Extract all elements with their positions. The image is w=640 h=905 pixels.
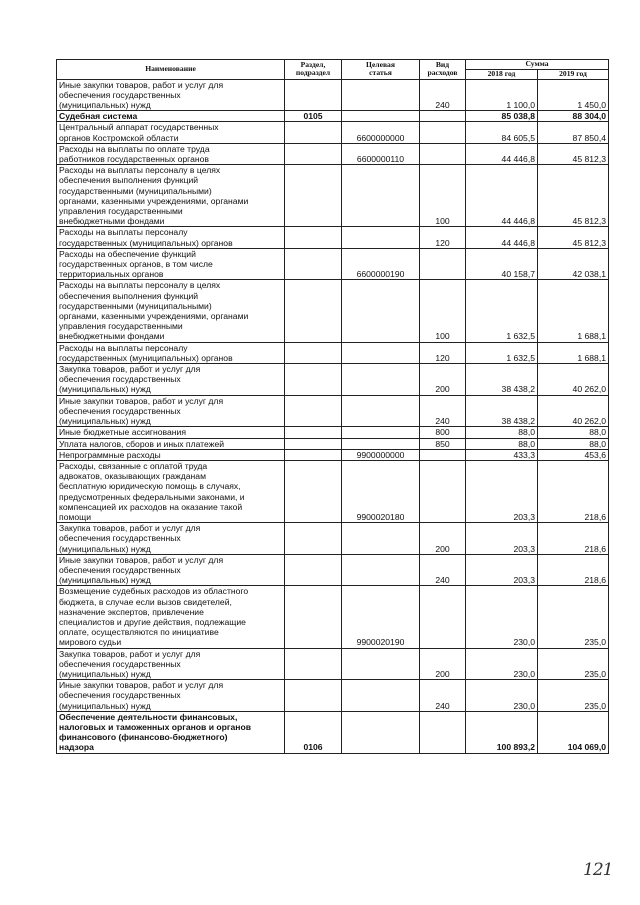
row-target — [342, 111, 420, 122]
row-name: Иные бюджетные ассигнования — [57, 427, 285, 438]
row-sum-2018: 230,0 — [466, 586, 538, 648]
row-sum-2018: 84 605,5 — [466, 122, 538, 143]
row-expense-type — [420, 143, 466, 164]
row-sum-2018: 100 893,2 — [466, 711, 538, 753]
row-sum-2019: 88 304,0 — [538, 111, 609, 122]
row-name: Иные закупки товаров, работ и услуг для обеспечения государственных (муниципальных) нужд — [57, 680, 285, 712]
table-body — [57, 79, 609, 753]
row-sum-2019: 88,0 — [538, 438, 609, 449]
row-sum-2019: 40 262,0 — [538, 364, 609, 396]
table-row — [57, 248, 609, 280]
row-sum-2018: 203,3 — [466, 460, 538, 522]
row-section: 0106 — [285, 711, 342, 753]
table-row — [57, 427, 609, 438]
row-name: Уплата налогов, сборов и иных платежей — [57, 438, 285, 449]
row-sum-2019: 87 850,4 — [538, 122, 609, 143]
row-sum-2019: 40 262,0 — [538, 395, 609, 427]
row-name: Закупка товаров, работ и услуг для обеспечения государственных (муниципальных) нужд — [57, 364, 285, 396]
row-sum-2018: 230,0 — [466, 680, 538, 712]
row-name: Расходы на выплаты персоналу государственных (муниципальных) органов — [57, 342, 285, 363]
table-row — [57, 460, 609, 522]
row-target — [342, 711, 420, 753]
row-section — [285, 364, 342, 396]
row-sum-2019: 235,0 — [538, 680, 609, 712]
table-row — [57, 165, 609, 227]
row-sum-2019: 1 450,0 — [538, 79, 609, 111]
row-sum-2018: 40 158,7 — [466, 248, 538, 280]
row-target — [342, 395, 420, 427]
row-name: Иные закупки товаров, работ и услуг для обеспечения государственных (муниципальных) нужд — [57, 395, 285, 427]
row-expense-type: 240 — [420, 395, 466, 427]
row-sum-2019: 235,0 — [538, 648, 609, 680]
row-expense-type: 850 — [420, 438, 466, 449]
row-sum-2018: 44 446,8 — [466, 227, 538, 248]
row-sum-2019: 1 688,1 — [538, 280, 609, 342]
row-expense-type: 200 — [420, 648, 466, 680]
row-sum-2018: 1 632,5 — [466, 342, 538, 363]
row-sum-2019: 45 812,3 — [538, 165, 609, 227]
header-name: Наименование — [57, 60, 285, 80]
header-year-2019: 2019 год — [538, 70, 609, 80]
row-expense-type: 100 — [420, 280, 466, 342]
row-target: 9900020190 — [342, 586, 420, 648]
row-sum-2018: 203,3 — [466, 523, 538, 555]
row-expense-type: 200 — [420, 523, 466, 555]
row-sum-2019: 88,0 — [538, 427, 609, 438]
row-sum-2018: 44 446,8 — [466, 143, 538, 164]
row-target — [342, 648, 420, 680]
table-header — [57, 60, 609, 80]
row-target: 9900020180 — [342, 460, 420, 522]
table-row — [57, 648, 609, 680]
row-section — [285, 227, 342, 248]
row-expense-type — [420, 449, 466, 460]
row-section — [285, 248, 342, 280]
row-expense-type — [420, 111, 466, 122]
row-expense-type — [420, 460, 466, 522]
row-sum-2019: 45 812,3 — [538, 143, 609, 164]
row-sum-2018: 203,3 — [466, 554, 538, 586]
row-expense-type: 200 — [420, 364, 466, 396]
table-row — [57, 523, 609, 555]
row-section — [285, 79, 342, 111]
table-row — [57, 554, 609, 586]
row-section — [285, 554, 342, 586]
row-sum-2018: 85 038,8 — [466, 111, 538, 122]
header-target: Целевая статья — [342, 60, 420, 80]
table-row — [57, 395, 609, 427]
row-expense-type: 240 — [420, 680, 466, 712]
row-target — [342, 280, 420, 342]
row-sum-2018: 44 446,8 — [466, 165, 538, 227]
row-expense-type: 120 — [420, 227, 466, 248]
table-row — [57, 280, 609, 342]
row-expense-type — [420, 711, 466, 753]
table-row — [57, 143, 609, 164]
row-target — [342, 554, 420, 586]
row-expense-type — [420, 248, 466, 280]
row-sum-2018: 88,0 — [466, 438, 538, 449]
row-expense-type — [420, 122, 466, 143]
row-expense-type — [420, 586, 466, 648]
row-name: Иные закупки товаров, работ и услуг для обеспечения государственных (муниципальных) нужд — [57, 554, 285, 586]
row-target — [342, 79, 420, 111]
table-row — [57, 79, 609, 111]
row-name: Закупка товаров, работ и услуг для обеспечения государственных (муниципальных) нужд — [57, 523, 285, 555]
table-row — [57, 227, 609, 248]
row-name: Судебная система — [57, 111, 285, 122]
row-sum-2018: 88,0 — [466, 427, 538, 438]
page-number: 121 — [583, 860, 613, 880]
row-section — [285, 165, 342, 227]
table-row — [57, 111, 609, 122]
row-sum-2019: 218,6 — [538, 554, 609, 586]
header-sum: Сумма — [466, 60, 609, 70]
row-target — [342, 165, 420, 227]
table-row — [57, 680, 609, 712]
row-name: Иные закупки товаров, работ и услуг для обеспечения государственных (муниципальных) нужд — [57, 79, 285, 111]
row-target: 6600000000 — [342, 122, 420, 143]
row-sum-2019: 104 069,0 — [538, 711, 609, 753]
row-target — [342, 438, 420, 449]
header-year-2018: 2018 год — [466, 70, 538, 80]
row-section — [285, 680, 342, 712]
header-section: Раздел, подраздел — [285, 60, 342, 80]
row-sum-2019: 218,6 — [538, 460, 609, 522]
row-section — [285, 427, 342, 438]
row-section: 0105 — [285, 111, 342, 122]
row-name: Расходы, связанные с оплатой труда адвокатов, оказывающих гражданам бесплатную юридическую помощь в случаях, предусмотренных федеральными законами, и компенсацией их расходов на оказание такой помощи — [57, 460, 285, 522]
row-sum-2018: 1 632,5 — [466, 280, 538, 342]
header-expense-type: Вид расходов — [420, 60, 466, 80]
row-name: Непрограммные расходы — [57, 449, 285, 460]
row-section — [285, 395, 342, 427]
row-sum-2018: 38 438,2 — [466, 395, 538, 427]
budget-table — [56, 59, 609, 754]
row-sum-2019: 1 688,1 — [538, 342, 609, 363]
row-target — [342, 227, 420, 248]
row-name: Центральный аппарат государственных органов Костромской области — [57, 122, 285, 143]
row-section — [285, 342, 342, 363]
row-section — [285, 460, 342, 522]
row-sum-2019: 453,6 — [538, 449, 609, 460]
row-expense-type: 240 — [420, 79, 466, 111]
row-target: 6600000110 — [342, 143, 420, 164]
table-row — [57, 364, 609, 396]
row-target — [342, 427, 420, 438]
row-sum-2019: 45 812,3 — [538, 227, 609, 248]
table-row — [57, 342, 609, 363]
row-expense-type: 100 — [420, 165, 466, 227]
row-target — [342, 680, 420, 712]
row-name: Обеспечение деятельности финансовых, налоговых и таможенных органов и органов финансового (финансово-бюджетного) надзора — [57, 711, 285, 753]
row-target — [342, 523, 420, 555]
row-name: Расходы на обеспечение функций государственных органов, в том числе территориальных органов — [57, 248, 285, 280]
row-target: 6600000190 — [342, 248, 420, 280]
row-section — [285, 449, 342, 460]
row-name: Расходы на выплаты персоналу в целях обеспечения выполнения функций государственными (муниципальными) органами, казенными учреждениями, органами управления государственными внебюджетными фондами — [57, 280, 285, 342]
row-expense-type: 800 — [420, 427, 466, 438]
table-row — [57, 122, 609, 143]
table-row — [57, 449, 609, 460]
row-section — [285, 143, 342, 164]
row-name: Расходы на выплаты персоналу в целях обеспечения выполнения функций государственными (муниципальными) органами, казенными учреждениями, органами управления государственными внебюджетными фондами — [57, 165, 285, 227]
row-target — [342, 342, 420, 363]
row-sum-2018: 38 438,2 — [466, 364, 538, 396]
table-row — [57, 438, 609, 449]
row-name: Закупка товаров, работ и услуг для обеспечения государственных (муниципальных) нужд — [57, 648, 285, 680]
row-section — [285, 523, 342, 555]
row-expense-type: 120 — [420, 342, 466, 363]
row-name: Расходы на выплаты по оплате труда работников государственных органов — [57, 143, 285, 164]
row-sum-2019: 235,0 — [538, 586, 609, 648]
table-row — [57, 711, 609, 753]
row-sum-2018: 1 100,0 — [466, 79, 538, 111]
table-row — [57, 586, 609, 648]
row-section — [285, 648, 342, 680]
row-target: 9900000000 — [342, 449, 420, 460]
row-section — [285, 122, 342, 143]
row-sum-2019: 218,6 — [538, 523, 609, 555]
row-target — [342, 364, 420, 396]
row-name: Возмещение судебных расходов из областного бюджета, в случае если вызов свидетелей, назначение экспертов, привлечение специалистов и другие действия, подлежащие оплате, осуществляются по инициативе мирового судьи — [57, 586, 285, 648]
row-expense-type: 240 — [420, 554, 466, 586]
row-section — [285, 280, 342, 342]
row-name: Расходы на выплаты персоналу государственных (муниципальных) органов — [57, 227, 285, 248]
row-sum-2019: 42 038,1 — [538, 248, 609, 280]
row-section — [285, 438, 342, 449]
row-sum-2018: 230,0 — [466, 648, 538, 680]
row-sum-2018: 433,3 — [466, 449, 538, 460]
row-section — [285, 586, 342, 648]
